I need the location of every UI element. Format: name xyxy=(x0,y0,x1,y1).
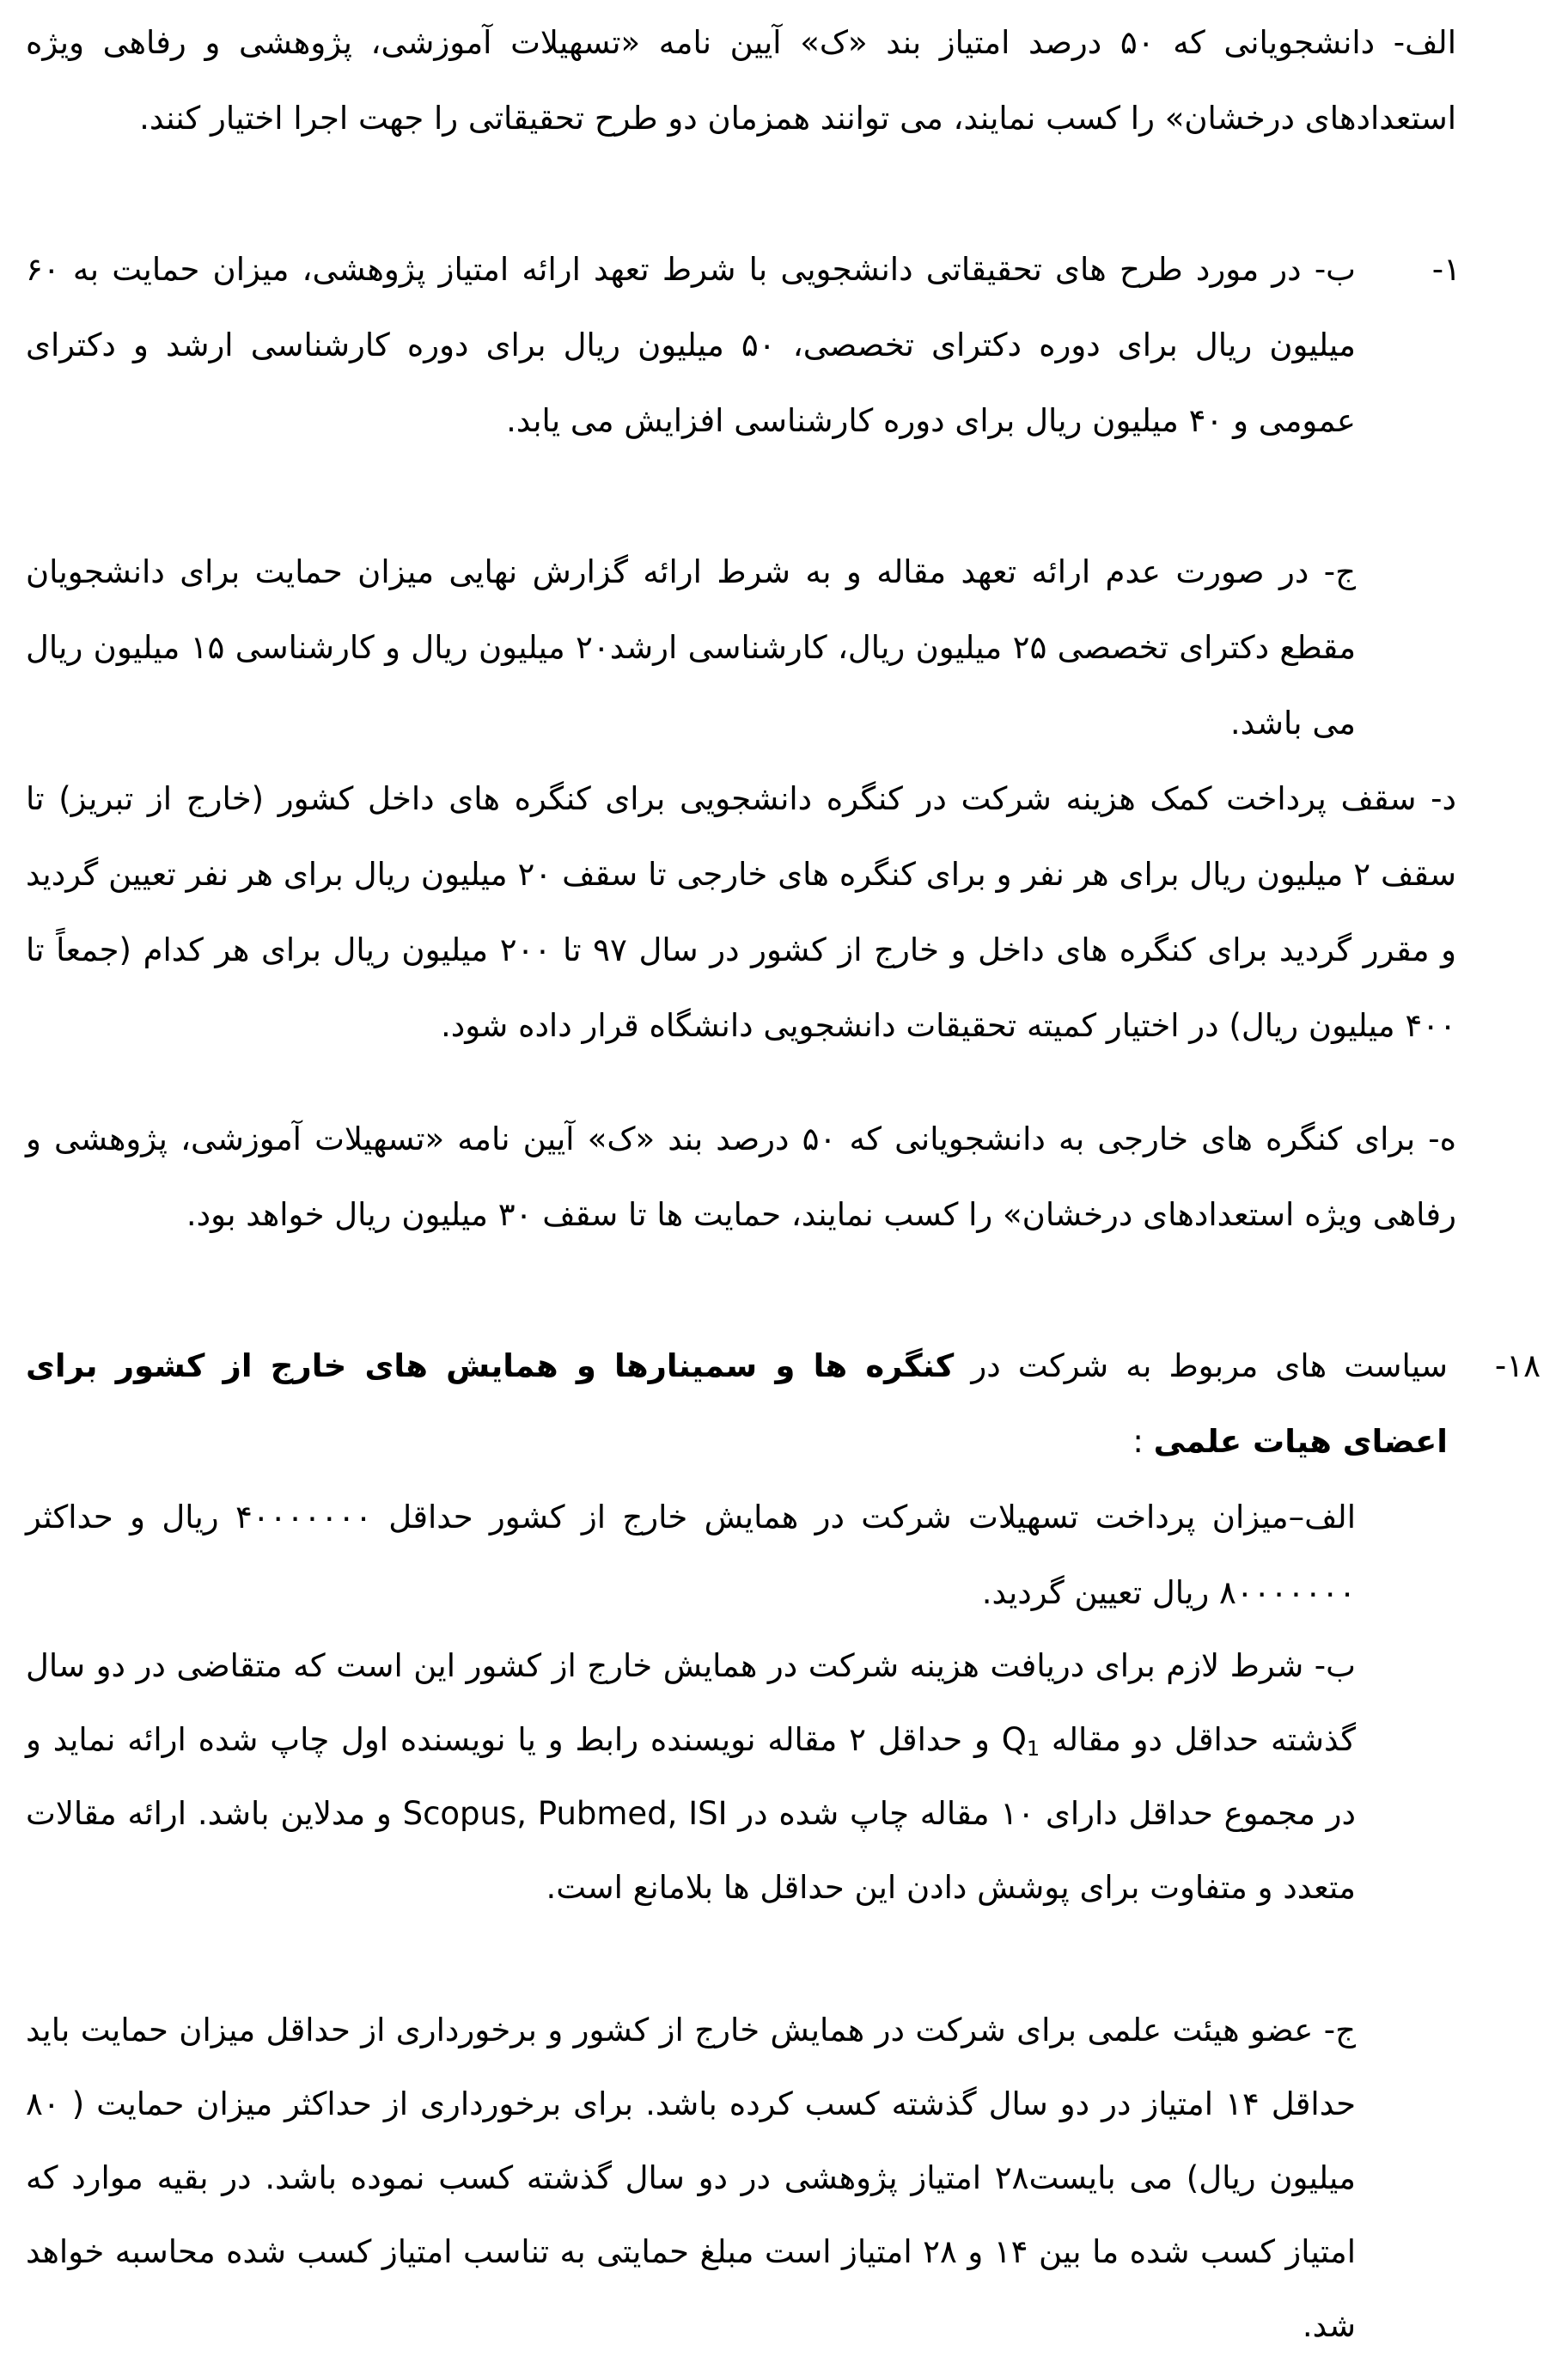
item18-tail-text: : xyxy=(1132,1423,1154,1460)
q1-quartile: $Q_1$ xyxy=(1001,1721,1040,1761)
paragraph-jim-faculty-points: ج- عضو هیئت علمی برای شرکت در همایش خارج از کشور و برخورداری از حداقل میزان حمایت باید حداقل ۱۴ امتیاز در دو سال گذشته کسب کرده باشد. برای برخورداری از حداکثر میزان حمایت ( ۸۰ میلیون ریال) می بایست۲۸ امتیاز پژوهشی در دو سال گذشته کسب نموده باشد. در بقیه موارد که امتیاز کسب شده ما بین ۱۴ و ۲۸ امتیاز است مبلغ حمایتی به تناسب امتیاز کسب شده محاسبه خواهد شد. xyxy=(26,2012,1356,2344)
be2-text-a: ب- شرط لازم برای دریافت هزینه شرکت در همایش خارج از کشور این است که متقاضی در دو سال گذشته حداقل دو مقاله xyxy=(26,1647,1356,1758)
item18-bold-text: کنگره ها و سمینارها و همایش های خارج از کشور برای اعضای هیات علمی xyxy=(26,1347,1448,1460)
paragraph-he-foreign-congress: ه- برای کنگره های خارجی به دانشجویانی که ۵۰ درصد بند «ک» آیین نامه «تسهیلات آموزشی، پژوهشی و رفاهی ویژه استعدادهای درخشان» را کسب نمایند، حمایت ها تا سقف ۳۰ میلیون ریال خواهد بود. xyxy=(26,1120,1456,1233)
be2-text-b: و حداقل ۲ مقاله نویسنده رابط و یا نویسنده اول چاپ شده ارائه نماید و در مجموع حداقل دارای ۱۰ مقاله چاپ شده در xyxy=(26,1721,1356,1832)
paragraph-18-faculty-policy xyxy=(26,1328,1448,1480)
paragraph-alef-students: الف- دانشجویانی که ۵۰ درصد امتیاز بند «ک» آیین نامه «تسهیلات آموزشی، پژوهشی و رفاهی ویژه استعدادهای درخشان» را کسب نمایند، می توانند همزمان دو طرح تحقیقاتی را جهت اجرا اختیار کنند. xyxy=(26,24,1456,137)
item18-intro-text: سیاست های مربوط به شرکت در xyxy=(954,1347,1448,1384)
item-number-1: ۱- xyxy=(1431,251,1461,288)
paragraph-jim-no-article: ج- در صورت عدم ارائه تعهد مقاله و به شرط ارائه گزارش نهایی میزان حمایت برای دانشجویان مقطع دکترای تخصصی ۲۵ میلیون ریال، کارشناسی ارشد۲۰ میلیون ریال و کارشناسی ۱۵ میلیون ریال می باشد. xyxy=(26,553,1357,742)
paragraph-be-research-support: ب- در مورد طرح های تحقیقاتی دانشجویی با شرط تعهد ارائه امتیاز پژوهشی، میزان حمایت به ۶۰ میلیون ریال برای دوره دکترای تخصصی، ۵۰ میلیون ریال برای دوره کارشناسی ارشد و دکترای عمومی و ۴۰ میلیون ریال برای دوره کارشناسی افزایش می یابد. xyxy=(26,251,1356,439)
database-names: Scopus, Pubmed, ISI xyxy=(402,1795,728,1832)
item-number-18: ۱۸- xyxy=(1494,1347,1541,1384)
paragraph-dal-congress-ceiling: د- سقف پرداخت کمک هزینه شرکت در کنگره دانشجویی برای کنگره های داخل کشور (خارج از تبریز) تا سقف ۲ میلیون ریال برای هر نفر و برای کنگره های خارجی تا سقف ۲۰ میلیون ریال برای هر نفر تعیین گردید و مقرر گردید برای کنگره های داخل و خارج از کشور در سال ۹۷ تا ۲۰۰ میلیون ریال برای هر کدام (جمعاً تا ۴۰۰ میلیون ریال) در اختیار کمیته تحقیقات دانشجویی دانشگاه قرار داده شود. xyxy=(26,780,1457,1044)
paragraph-be-faculty-conditions xyxy=(26,1629,1356,1925)
paragraph-alef-faculty-amount: الف–میزان پرداخت تسهیلات شرکت در همایش خارج از کشور حداقل ۴۰۰۰۰۰۰۰ ریال و حداکثر ۸۰۰۰۰۰۰۰ ریال تعیین گردید. xyxy=(26,1499,1356,1611)
be2-text-c: و مدلاین باشد. ارائه مقالات متعدد و متفاوت برای پوشش دادن این حداقل ها بلامانع است. xyxy=(26,1795,1356,1906)
